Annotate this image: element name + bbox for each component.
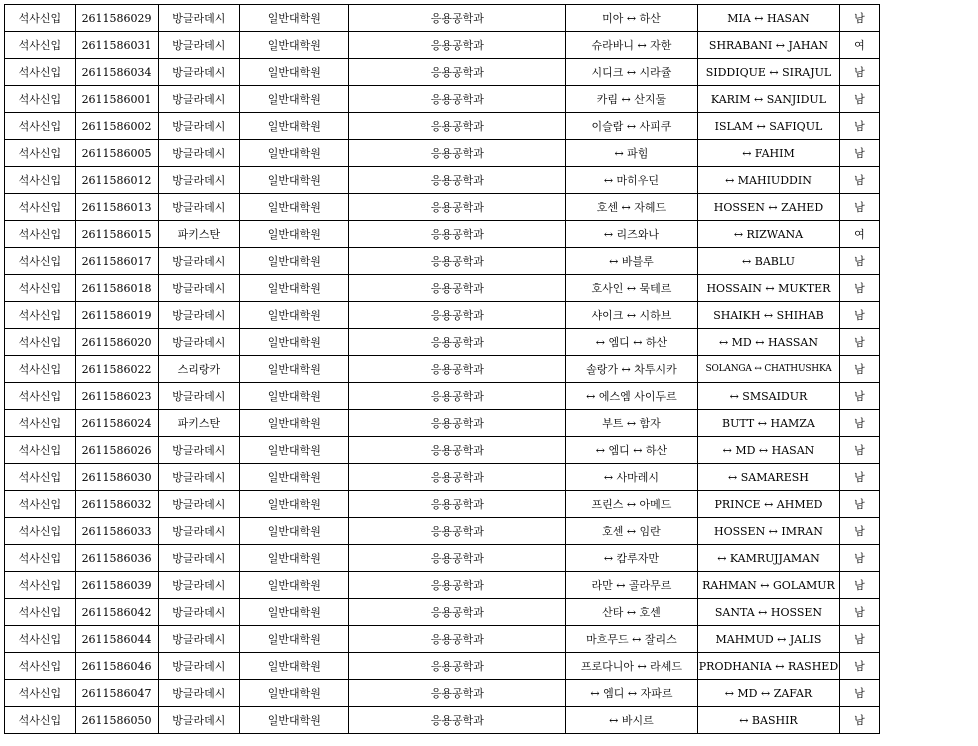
english-name-cell: ISLAM ↔ SAFIQUL [697,113,839,140]
table-row [5,572,978,599]
empty-cell [879,545,978,572]
department-cell: 응용공학과 [349,32,566,59]
table-row [5,329,978,356]
graduate-school-cell: 일반대학원 [240,275,349,302]
admission-type-cell: 석사신입 [5,410,76,437]
student-id-cell: 2611586032 [75,491,158,518]
department-cell: 응용공학과 [349,194,566,221]
country-cell: 파키스탄 [158,410,240,437]
graduate-school-cell: 일반대학원 [240,464,349,491]
admission-type-cell: 석사신입 [5,221,76,248]
department-cell: 응용공학과 [349,248,566,275]
department-cell: 응용공학과 [349,113,566,140]
student-id-cell: 2611586026 [75,437,158,464]
english-name-cell: ↔ MD ↔ HASSAN [697,329,839,356]
student-id-cell: 2611586050 [75,707,158,734]
admission-type-cell: 석사신입 [5,86,76,113]
country-cell: 방글라데시 [158,140,240,167]
empty-cell [879,221,978,248]
gender-cell: 여 [840,32,880,59]
graduate-school-cell: 일반대학원 [240,221,349,248]
korean-name-cell: 미아 ↔ 하산 [566,5,698,32]
admission-type-cell: 석사신입 [5,5,76,32]
korean-name-cell: ↔ 에스엠 사이두르 [566,383,698,410]
student-id-cell: 2611586029 [75,5,158,32]
graduate-school-cell: 일반대학원 [240,194,349,221]
table-row [5,599,978,626]
department-cell: 응용공학과 [349,86,566,113]
department-cell: 응용공학과 [349,599,566,626]
country-cell: 방글라데시 [158,653,240,680]
department-cell: 응용공학과 [349,167,566,194]
admission-type-cell: 석사신입 [5,599,76,626]
graduate-school-cell: 일반대학원 [240,626,349,653]
table-row [5,194,978,221]
empty-cell [879,167,978,194]
country-cell: 방글라데시 [158,194,240,221]
graduate-school-cell: 일반대학원 [240,86,349,113]
english-name-cell: MIA ↔ HASAN [697,5,839,32]
country-cell: 방글라데시 [158,302,240,329]
gender-cell: 남 [840,680,880,707]
empty-cell [879,518,978,545]
graduate-school-cell: 일반대학원 [240,248,349,275]
admission-type-cell: 석사신입 [5,626,76,653]
gender-cell: 남 [840,275,880,302]
english-name-cell: HOSSEN ↔ ZAHED [697,194,839,221]
table-row [5,491,978,518]
admission-type-cell: 석사신입 [5,140,76,167]
graduate-school-cell: 일반대학원 [240,167,349,194]
korean-name-cell: ↔ 마히우딘 [566,167,698,194]
table-row [5,437,978,464]
graduate-school-cell: 일반대학원 [240,383,349,410]
student-id-cell: 2611586047 [75,680,158,707]
korean-name-cell: ↔ 엠디 ↔ 하산 [566,329,698,356]
admission-type-cell: 석사신입 [5,437,76,464]
graduate-school-cell: 일반대학원 [240,707,349,734]
korean-name-cell: ↔ 사마레시 [566,464,698,491]
empty-cell [879,140,978,167]
graduate-school-cell: 일반대학원 [240,653,349,680]
korean-name-cell: 호센 ↔ 자헤드 [566,194,698,221]
empty-cell [879,248,978,275]
empty-cell [879,626,978,653]
empty-cell [879,329,978,356]
graduate-school-cell: 일반대학원 [240,59,349,86]
graduate-school-cell: 일반대학원 [240,32,349,59]
gender-cell: 남 [840,707,880,734]
student-id-cell: 2611586023 [75,383,158,410]
student-id-cell: 2611586036 [75,545,158,572]
admission-type-cell: 석사신입 [5,329,76,356]
empty-cell [879,410,978,437]
korean-name-cell: 슈라바니 ↔ 자한 [566,32,698,59]
country-cell: 방글라데시 [158,464,240,491]
student-id-cell: 2611586033 [75,518,158,545]
graduate-school-cell: 일반대학원 [240,518,349,545]
graduate-school-cell: 일반대학원 [240,491,349,518]
gender-cell: 남 [840,383,880,410]
english-name-cell: SOLANGA ↔ CHATHUSHKA [697,356,839,383]
gender-cell: 남 [840,599,880,626]
student-id-cell: 2611586001 [75,86,158,113]
gender-cell: 남 [840,167,880,194]
admission-type-cell: 석사신입 [5,572,76,599]
admission-type-cell: 석사신입 [5,653,76,680]
korean-name-cell: ↔ 바블루 [566,248,698,275]
department-cell: 응용공학과 [349,275,566,302]
table-row [5,410,978,437]
table-row [5,653,978,680]
country-cell: 방글라데시 [158,5,240,32]
department-cell: 응용공학과 [349,626,566,653]
admission-type-cell: 석사신입 [5,113,76,140]
english-name-cell: ↔ BABLU [697,248,839,275]
table-row [5,140,978,167]
student-id-cell: 2611586030 [75,464,158,491]
table-row [5,302,978,329]
country-cell: 스리랑카 [158,356,240,383]
korean-name-cell: ↔ 캄루자만 [566,545,698,572]
english-name-cell: ↔ SAMARESH [697,464,839,491]
english-name-cell: RAHMAN ↔ GOLAMUR [697,572,839,599]
admission-type-cell: 석사신입 [5,518,76,545]
empty-cell [879,5,978,32]
korean-name-cell: 카림 ↔ 산지둘 [566,86,698,113]
admission-type-cell: 석사신입 [5,383,76,410]
country-cell: 방글라데시 [158,383,240,410]
country-cell: 방글라데시 [158,437,240,464]
department-cell: 응용공학과 [349,59,566,86]
graduate-school-cell: 일반대학원 [240,572,349,599]
admission-type-cell: 석사신입 [5,59,76,86]
student-id-cell: 2611586017 [75,248,158,275]
table-row [5,248,978,275]
empty-cell [879,59,978,86]
country-cell: 방글라데시 [158,545,240,572]
country-cell: 방글라데시 [158,680,240,707]
english-name-cell: SHRABANI ↔ JAHAN [697,32,839,59]
department-cell: 응용공학과 [349,572,566,599]
student-id-cell: 2611586019 [75,302,158,329]
gender-cell: 남 [840,5,880,32]
gender-cell: 남 [840,572,880,599]
table-row [5,5,978,32]
gender-cell: 남 [840,491,880,518]
student-table [4,4,978,734]
graduate-school-cell: 일반대학원 [240,329,349,356]
table-row [5,545,978,572]
country-cell: 방글라데시 [158,626,240,653]
gender-cell: 남 [840,194,880,221]
korean-name-cell: 마흐무드 ↔ 잘리스 [566,626,698,653]
table-row [5,707,978,734]
korean-name-cell: 프린스 ↔ 아메드 [566,491,698,518]
empty-cell [879,383,978,410]
country-cell: 방글라데시 [158,275,240,302]
graduate-school-cell: 일반대학원 [240,545,349,572]
student-id-cell: 2611586020 [75,329,158,356]
graduate-school-cell: 일반대학원 [240,437,349,464]
gender-cell: 남 [840,86,880,113]
table-body [5,5,978,734]
department-cell: 응용공학과 [349,680,566,707]
admission-type-cell: 석사신입 [5,356,76,383]
korean-name-cell: 호센 ↔ 임란 [566,518,698,545]
student-id-cell: 2611586015 [75,221,158,248]
korean-name-cell: 호사인 ↔ 묵테르 [566,275,698,302]
admission-type-cell: 석사신입 [5,491,76,518]
empty-cell [879,302,978,329]
empty-cell [879,707,978,734]
student-id-cell: 2611586039 [75,572,158,599]
country-cell: 방글라데시 [158,572,240,599]
english-name-cell: HOSSAIN ↔ MUKTER [697,275,839,302]
student-id-cell: 2611586012 [75,167,158,194]
graduate-school-cell: 일반대학원 [240,113,349,140]
student-id-cell: 2611586002 [75,113,158,140]
graduate-school-cell: 일반대학원 [240,356,349,383]
korean-name-cell: 솔랑가 ↔ 차투시카 [566,356,698,383]
admission-type-cell: 석사신입 [5,275,76,302]
gender-cell: 남 [840,518,880,545]
department-cell: 응용공학과 [349,5,566,32]
gender-cell: 남 [840,626,880,653]
gender-cell: 남 [840,437,880,464]
korean-name-cell: 산타 ↔ 호센 [566,599,698,626]
department-cell: 응용공학과 [349,140,566,167]
table-row [5,167,978,194]
gender-cell: 남 [840,113,880,140]
english-name-cell: ↔ MD ↔ HASAN [697,437,839,464]
department-cell: 응용공학과 [349,410,566,437]
empty-cell [879,275,978,302]
english-name-cell: ↔ MAHIUDDIN [697,167,839,194]
empty-cell [879,464,978,491]
empty-cell [879,86,978,113]
table-row [5,464,978,491]
country-cell: 방글라데시 [158,248,240,275]
table-row [5,221,978,248]
country-cell: 방글라데시 [158,32,240,59]
korean-name-cell: 시디크 ↔ 시라쥴 [566,59,698,86]
korean-name-cell: ↔ 엠디 ↔ 하산 [566,437,698,464]
gender-cell: 남 [840,302,880,329]
empty-cell [879,680,978,707]
english-name-cell: ↔ RIZWANA [697,221,839,248]
korean-name-cell: ↔ 리즈와나 [566,221,698,248]
empty-cell [879,194,978,221]
department-cell: 응용공학과 [349,707,566,734]
table-row [5,383,978,410]
english-name-cell: ↔ SMSAIDUR [697,383,839,410]
country-cell: 방글라데시 [158,86,240,113]
empty-cell [879,572,978,599]
english-name-cell: MAHMUD ↔ JALIS [697,626,839,653]
empty-cell [879,32,978,59]
country-cell: 방글라데시 [158,518,240,545]
department-cell: 응용공학과 [349,545,566,572]
korean-name-cell: ↔ 엠디 ↔ 자파르 [566,680,698,707]
korean-name-cell: 부트 ↔ 함자 [566,410,698,437]
english-name-cell: PRODHANIA ↔ RASHED [697,653,839,680]
admission-type-cell: 석사신입 [5,464,76,491]
korean-name-cell: ↔ 파힘 [566,140,698,167]
table-row [5,680,978,707]
gender-cell: 남 [840,410,880,437]
empty-cell [879,437,978,464]
korean-name-cell: 이슬람 ↔ 사피쿠 [566,113,698,140]
department-cell: 응용공학과 [349,518,566,545]
empty-cell [879,356,978,383]
student-id-cell: 2611586044 [75,626,158,653]
gender-cell: 남 [840,59,880,86]
graduate-school-cell: 일반대학원 [240,680,349,707]
graduate-school-cell: 일반대학원 [240,410,349,437]
english-name-cell: ↔ FAHIM [697,140,839,167]
admission-type-cell: 석사신입 [5,167,76,194]
department-cell: 응용공학과 [349,302,566,329]
student-id-cell: 2611586005 [75,140,158,167]
department-cell: 응용공학과 [349,329,566,356]
korean-name-cell: 라만 ↔ 골라무르 [566,572,698,599]
student-id-cell: 2611586024 [75,410,158,437]
korean-name-cell: 샤이크 ↔ 시하브 [566,302,698,329]
korean-name-cell: 프로다니아 ↔ 라셰드 [566,653,698,680]
student-id-cell: 2611586013 [75,194,158,221]
admission-type-cell: 석사신입 [5,194,76,221]
department-cell: 응용공학과 [349,383,566,410]
department-cell: 응용공학과 [349,356,566,383]
country-cell: 방글라데시 [158,59,240,86]
gender-cell: 남 [840,140,880,167]
student-id-cell: 2611586034 [75,59,158,86]
table-row [5,86,978,113]
admission-type-cell: 석사신입 [5,680,76,707]
gender-cell: 남 [840,356,880,383]
gender-cell: 남 [840,248,880,275]
gender-cell: 남 [840,329,880,356]
english-name-cell: SHAIKH ↔ SHIHAB [697,302,839,329]
country-cell: 파키스탄 [158,221,240,248]
english-name-cell: SIDDIQUE ↔ SIRAJUL [697,59,839,86]
english-name-cell: PRINCE ↔ AHMED [697,491,839,518]
admission-type-cell: 석사신입 [5,32,76,59]
english-name-cell: BUTT ↔ HAMZA [697,410,839,437]
empty-cell [879,653,978,680]
admission-type-cell: 석사신입 [5,707,76,734]
korean-name-cell: ↔ 바시르 [566,707,698,734]
gender-cell: 남 [840,464,880,491]
department-cell: 응용공학과 [349,653,566,680]
country-cell: 방글라데시 [158,491,240,518]
table-row [5,32,978,59]
gender-cell: 여 [840,221,880,248]
table-row [5,113,978,140]
empty-cell [879,113,978,140]
empty-cell [879,491,978,518]
country-cell: 방글라데시 [158,167,240,194]
department-cell: 응용공학과 [349,464,566,491]
table-row [5,626,978,653]
english-name-cell: ↔ MD ↔ ZAFAR [697,680,839,707]
empty-cell [879,599,978,626]
table-row [5,59,978,86]
student-id-cell: 2611586018 [75,275,158,302]
english-name-cell: SANTA ↔ HOSSEN [697,599,839,626]
english-name-cell: KARIM ↔ SANJIDUL [697,86,839,113]
english-name-cell: HOSSEN ↔ IMRAN [697,518,839,545]
gender-cell: 남 [840,545,880,572]
gender-cell: 남 [840,653,880,680]
department-cell: 응용공학과 [349,221,566,248]
country-cell: 방글라데시 [158,599,240,626]
graduate-school-cell: 일반대학원 [240,599,349,626]
department-cell: 응용공학과 [349,437,566,464]
graduate-school-cell: 일반대학원 [240,5,349,32]
country-cell: 방글라데시 [158,329,240,356]
department-cell: 응용공학과 [349,491,566,518]
admission-type-cell: 석사신입 [5,302,76,329]
graduate-school-cell: 일반대학원 [240,140,349,167]
graduate-school-cell: 일반대학원 [240,302,349,329]
table-row [5,356,978,383]
student-id-cell: 2611586042 [75,599,158,626]
country-cell: 방글라데시 [158,707,240,734]
admission-type-cell: 석사신입 [5,248,76,275]
english-name-cell: ↔ KAMRUJJAMAN [697,545,839,572]
table-row [5,275,978,302]
table-row [5,518,978,545]
student-id-cell: 2611586022 [75,356,158,383]
student-id-cell: 2611586046 [75,653,158,680]
english-name-cell: ↔ BASHIR [697,707,839,734]
student-id-cell: 2611586031 [75,32,158,59]
country-cell: 방글라데시 [158,113,240,140]
admission-type-cell: 석사신입 [5,545,76,572]
